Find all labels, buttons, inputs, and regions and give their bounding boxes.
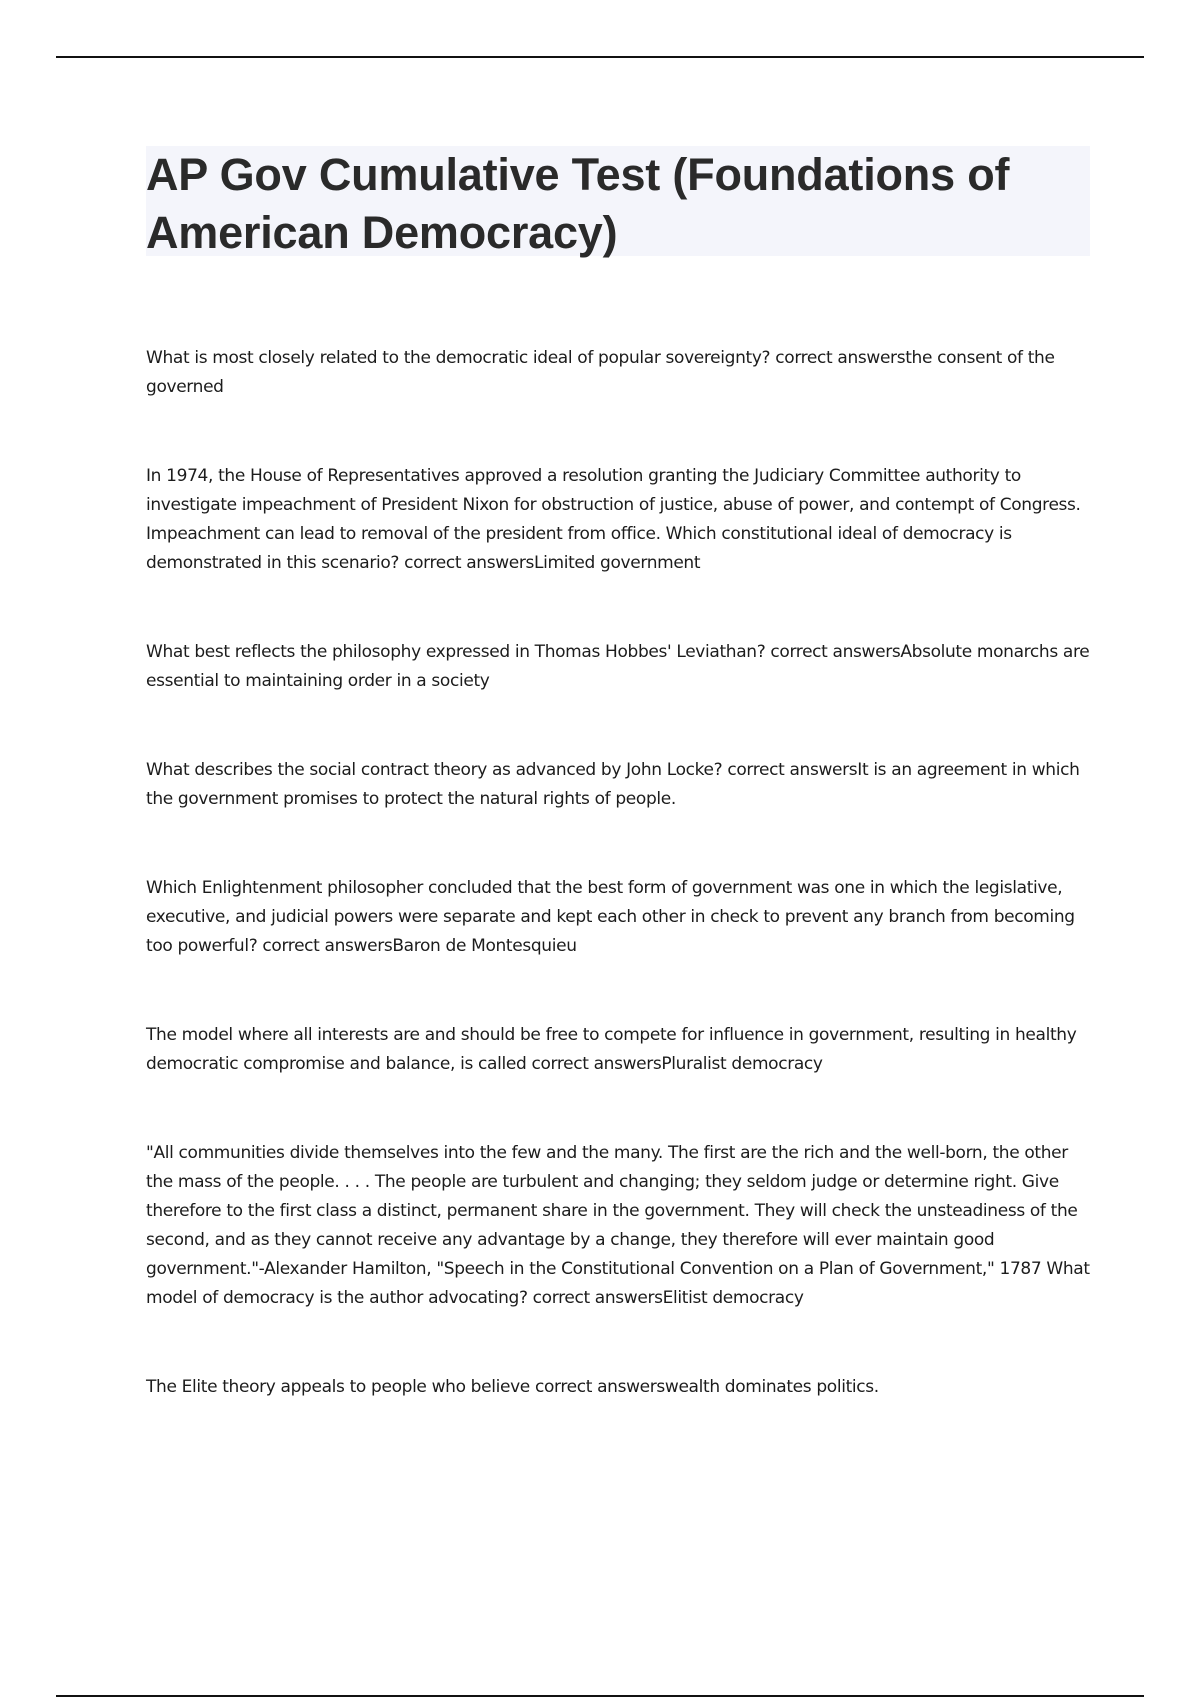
qa-list [146, 344, 1090, 1462]
qa-item: The model where all interests are and should be free to compete for influence in government, resulting in healthy democratic compromise and balance, is called correct answersPluralist democracy [146, 1025, 1077, 1074]
qa-item: What best reflects the philosophy expressed in Thomas Hobbes' Leviathan? correct answersAbsolute monarchs are essential to maintaining order in a society [146, 642, 1090, 691]
top-divider [56, 56, 1144, 58]
qa-item: "All communities divide themselves into the few and the many. The first are the rich and the well-born, the other the mass of the people. . . . The people are turbulent and changing; they seldom judge or determine right. Give therefore to the first class a distinct, permanent share in the government. They will check the unsteadiness of the second, and as they cannot receive any advantage by a change, they therefore will ever maintain good government."-Alexander Hamilton, "Speech in the Constitutional Convention on a Plan of Government," 1787 What model of democracy is the author advocating? correct answersElitist democracy [146, 1143, 1090, 1308]
qa-item: What is most closely related to the democratic ideal of popular sovereignty? correct answersthe consent of the governed [146, 348, 1055, 397]
bottom-divider [56, 1695, 1144, 1697]
qa-item: What describes the social contract theory as advanced by John Locke? correct answersIt is an agreement in which the government promises to protect the natural rights of people. [146, 760, 1080, 809]
qa-item: Which Enlightenment philosopher concluded that the best form of government was one in which the legislative, executive, and judicial powers were separate and kept each other in check to prevent any branch from becoming too powerful? correct answersBaron de Montesquieu [146, 878, 1075, 956]
title-banner [146, 146, 1090, 256]
page-title: AP Gov Cumulative Test (Foundations of American Democracy) [146, 149, 1010, 258]
qa-item: The Elite theory appeals to people who believe correct answerswealth dominates politics. [146, 1377, 879, 1397]
qa-item: In 1974, the House of Representatives approved a resolution granting the Judiciary Committee authority to investigate impeachment of President Nixon for obstruction of justice, abuse of power, and contempt of Congress. Impeachment can lead to removal of the president from office. Which constitutional ideal of democracy is demonstrated in this scenario? correct answersLimited government [146, 466, 1081, 573]
